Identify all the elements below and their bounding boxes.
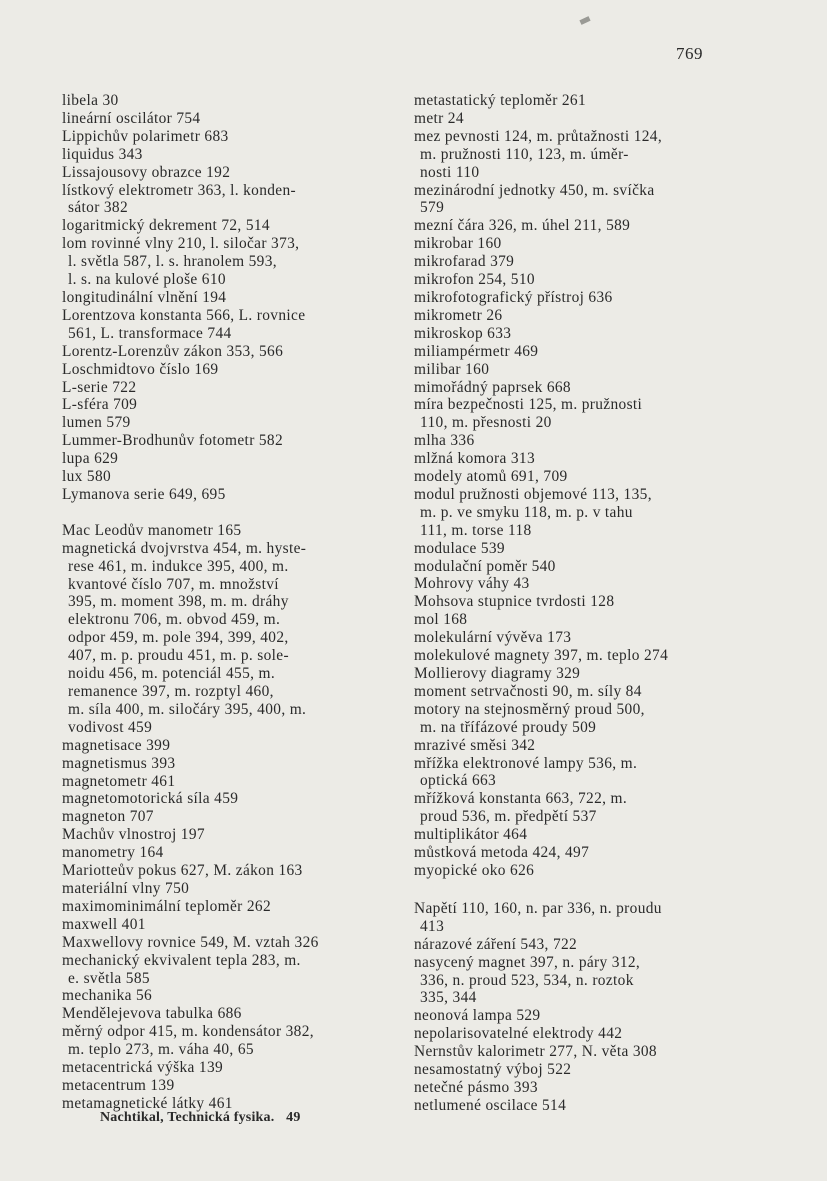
index-entry: Lissajousovy obrazce 192 <box>62 163 231 181</box>
index-entry: míra bezpečnosti 125, m. pružnosti <box>414 396 643 414</box>
index-entry: neonová lampa 529 <box>414 1007 541 1025</box>
index-entry-continuation: 561, L. transformace 744 <box>68 324 232 342</box>
index-entry: Machův vlnostroj 197 <box>62 826 205 844</box>
index-entry: magneton 707 <box>62 808 154 826</box>
index-entry-continuation: rese 461, m. indukce 395, 400, m. <box>68 557 289 575</box>
index-entry: maximominimální teploměr 262 <box>62 897 271 915</box>
index-entry: lom rovinné vlny 210, l. siločar 373, <box>62 235 300 253</box>
index-entry: myopické oko 626 <box>414 861 535 879</box>
footer-text: Nachtikal, Technická fysika. <box>100 1110 275 1125</box>
index-entry: Mollierovy diagramy 329 <box>414 665 581 682</box>
index-entry: moment setrvačnosti 90, m. síly 84 <box>414 682 642 700</box>
index-entry: maxwell 401 <box>62 915 146 933</box>
index-entry: metacentrum 139 <box>62 1076 175 1094</box>
index-entry: nepolarisovatelné elektrody 442 <box>414 1025 623 1043</box>
index-entry-continuation: e. světla 585 <box>68 969 150 987</box>
index-entry: mezinárodní jednotky 450, m. svíčka <box>414 181 655 199</box>
index-entry-continuation: vodivost 459 <box>68 718 153 736</box>
index-entry-continuation: elektronu 706, m. obvod 459, m. <box>68 611 281 629</box>
index-entry-continuation: 335, 344 <box>420 989 477 1007</box>
index-entry-continuation: odpor 459, m. pole 394, 399, 402, <box>68 629 289 647</box>
index-entry: mechanický ekvivalent tepla 283, m. <box>62 951 301 969</box>
page-number: 769 <box>676 44 703 63</box>
index-entry: Mariotteův pokus 627, M. zákon 163 <box>62 862 303 880</box>
index-entry: nesamostatný výboj 522 <box>414 1061 572 1079</box>
index-entry: metamagnetické látky 461 <box>62 1094 233 1112</box>
index-entry: magnetismus 393 <box>62 754 176 772</box>
index-entry-continuation: m. teplo 273, m. váha 40, 65 <box>68 1041 254 1059</box>
index-entry: magnetometr 461 <box>62 772 176 790</box>
index-entry: Lymanova serie 649, 695 <box>62 485 226 503</box>
index-entry: modely atomů 691, 709 <box>414 468 568 486</box>
index-entry: mrazivé směsi 342 <box>414 736 536 754</box>
index-entry: multiplikátor 464 <box>414 826 528 844</box>
index-entry: materiální vlny 750 <box>62 879 190 897</box>
index-entry: motory na stejnosměrný proud 500, <box>414 700 645 718</box>
index-entry: mlha 336 <box>414 432 475 450</box>
index-entry: L-sféra 709 <box>62 396 138 414</box>
index-entry-continuation: 579 <box>420 199 445 217</box>
index-entry: nárazové záření 543, 722 <box>414 935 578 953</box>
index-entry: modulační poměr 540 <box>414 557 556 575</box>
index-entry: lístkový elektrometr 363, l. konden- <box>62 181 297 199</box>
index-entry: lineární oscilátor 754 <box>62 109 201 127</box>
index-entry: libela 30 <box>62 92 119 109</box>
index-entry-continuation: m. na třífázové proudy 509 <box>420 718 597 736</box>
index-entry: Loschmidtovo číslo 169 <box>62 360 219 378</box>
index-entry: Nernstův kalorimetr 277, N. věta 308 <box>414 1043 657 1061</box>
index-entry: mol 168 <box>414 611 468 629</box>
index-entry: Lummer-Brodhunův fotometr 582 <box>62 432 283 450</box>
index-entry: liquidus 343 <box>62 145 143 163</box>
section-gap <box>414 880 764 900</box>
index-entry-continuation: remanence 397, m. rozptyl 460, <box>68 683 274 700</box>
index-entry: modul pružnosti objemové 113, 135, <box>414 485 652 503</box>
index-entry-continuation: m. p. ve smyku 118, m. p. v tahu <box>420 503 633 521</box>
index-entry: mřížková konstanta 663, 722, m. <box>414 790 628 808</box>
index-entry: magnetická dvojvrstva 454, m. hyste- <box>62 539 307 557</box>
index-entry: Napětí 110, 160, n. par 336, n. proudu <box>414 899 662 917</box>
footer <box>100 1110 301 1126</box>
index-entry: lumen 579 <box>62 414 131 432</box>
index-entry: mez pevnosti 124, m. průtažnosti 124, <box>414 127 663 145</box>
footer-signature-number: 49 <box>286 1110 301 1125</box>
index-entry: lux 580 <box>62 468 112 486</box>
index-entry: Mohrovy váhy 43 <box>414 575 530 593</box>
index-entry-continuation: proud 536, m. předpětí 537 <box>420 808 597 826</box>
index-entry: lupa 629 <box>62 450 119 468</box>
index-entry: mikrofarad 379 <box>414 253 515 271</box>
index-entry-continuation: 336, n. proud 523, 534, n. roztok <box>420 971 634 989</box>
index-entry: magnetomotorická síla 459 <box>62 790 239 808</box>
index-entry: mlžná komora 313 <box>414 450 535 468</box>
index-entry-continuation: 395, m. moment 398, m. m. dráhy <box>68 593 289 611</box>
index-entry: milibar 160 <box>414 360 490 378</box>
index-entry: molekulární vývěva 173 <box>414 629 572 647</box>
index-entry: Lorentz-Lorenzův zákon 353, 566 <box>62 342 284 360</box>
index-entry: metacentrická výška 139 <box>62 1059 224 1077</box>
index-entry-continuation: 413 <box>420 917 445 935</box>
index-entry-continuation: sátor 382 <box>68 199 129 217</box>
index-entry: Mac Leodův manometr 165 <box>62 521 242 539</box>
index-entry: mikrometr 26 <box>414 306 503 324</box>
index-entry: mikrofotografický přístroj 636 <box>414 288 613 306</box>
index-column-left <box>62 92 402 1113</box>
index-entry: Mohsova stupnice tvrdosti 128 <box>414 593 615 611</box>
index-entry: longitudinální vlnění 194 <box>62 288 227 306</box>
index-entry: modulace 539 <box>414 539 505 557</box>
index-entry: Maxwellovy rovnice 549, M. vztah 326 <box>62 933 319 951</box>
section-gap <box>62 504 402 522</box>
index-entry-continuation: m. síla 400, m. siločáry 395, 400, m. <box>68 700 307 718</box>
index-entry: metastatický teploměr 261 <box>414 92 587 109</box>
index-entry-continuation: nosti 110 <box>420 163 480 181</box>
index-entry: Mendělejevova tabulka 686 <box>62 1005 242 1023</box>
index-entry-continuation: l. s. na kulové ploše 610 <box>68 271 226 289</box>
index-entry: mezní čára 326, m. úhel 211, 589 <box>414 217 631 235</box>
index-entry: mřížka elektronové lampy 536, m. <box>414 754 638 772</box>
index-entry: mikrofon 254, 510 <box>414 271 535 289</box>
index-entry-continuation: 110, m. přesnosti 20 <box>420 414 552 432</box>
index-entry: mikroskop 633 <box>414 324 512 342</box>
index-entry: Lorentzova konstanta 566, L. rovnice <box>62 306 306 324</box>
index-entry: metr 24 <box>414 109 464 127</box>
index-entry: logaritmický dekrement 72, 514 <box>62 217 270 235</box>
paper-mark <box>579 16 590 25</box>
index-entry: netlumené oscilace 514 <box>414 1096 567 1114</box>
index-entry: L-serie 722 <box>62 378 137 396</box>
index-entry-continuation: 407, m. p. proudu 451, m. p. sole- <box>68 647 289 665</box>
index-entry: miliampérmetr 469 <box>414 342 539 360</box>
index-entry: měrný odpor 415, m. kondensátor 382, <box>62 1023 314 1041</box>
index-entry: nasycený magnet 397, n. páry 312, <box>414 953 641 971</box>
index-entry: mechanika 56 <box>62 987 153 1005</box>
index-entry: mimořádný paprsek 668 <box>414 378 571 396</box>
index-entry: magnetisace 399 <box>62 736 171 754</box>
index-entry-continuation: kvantové číslo 707, m. množství <box>68 575 279 593</box>
index-entry-continuation: m. pružnosti 110, 123, m. úměr- <box>420 145 629 163</box>
index-entry-continuation: optická 663 <box>420 772 497 790</box>
index-entry-continuation: 111, m. torse 118 <box>420 521 532 539</box>
index-entry: můstková metoda 424, 497 <box>414 844 590 862</box>
index-entry-continuation: l. světla 587, l. s. hranolem 593, <box>68 253 277 271</box>
index-column-right <box>414 92 764 1115</box>
index-entry: molekulové magnety 397, m. teplo 274 <box>414 647 669 665</box>
index-entry: Lippichův polarimetr 683 <box>62 127 229 145</box>
index-entry: netečné pásmo 393 <box>414 1078 538 1096</box>
index-entry: mikrobar 160 <box>414 235 502 253</box>
index-entry: manometry 164 <box>62 844 164 862</box>
index-entry-continuation: noidu 456, m. potenciál 455, m. <box>68 665 276 683</box>
